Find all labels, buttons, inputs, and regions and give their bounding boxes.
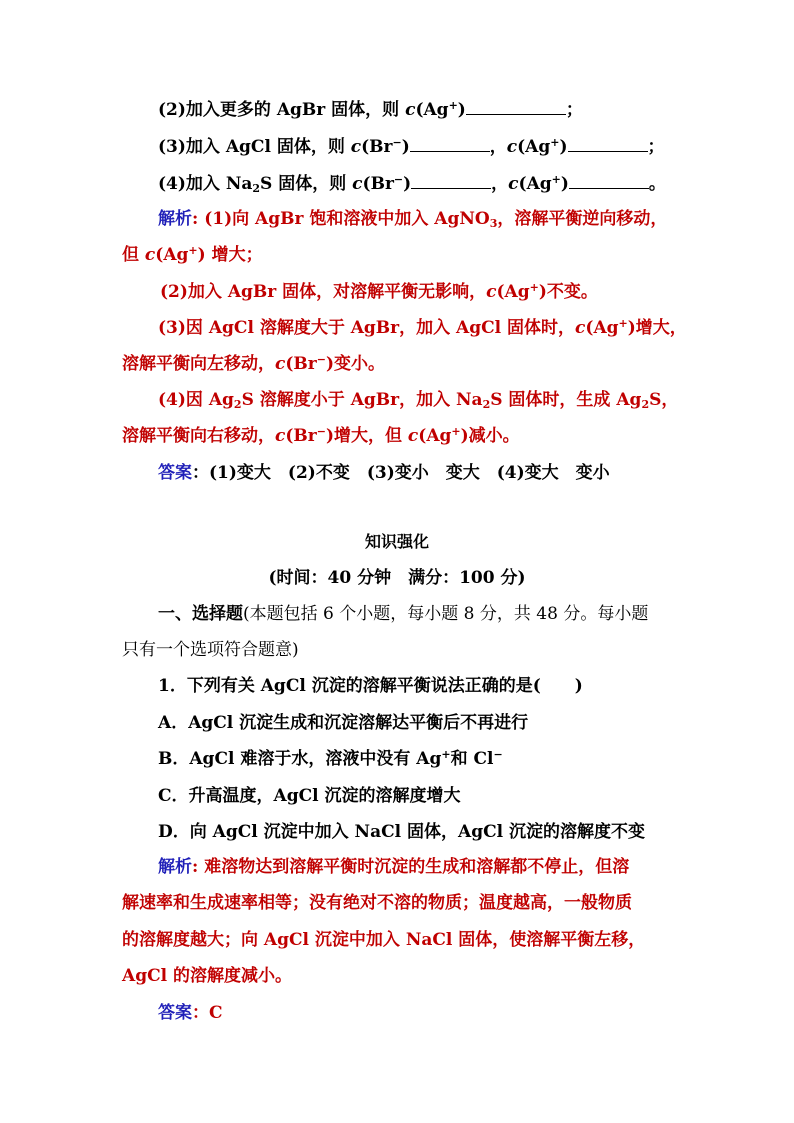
subquestion-3 <box>158 135 665 158</box>
analysis-text: (Ag <box>496 282 530 302</box>
part-instructions: (本题包括 6 个小题，每小题 8 分，共 48 分。每小题 <box>243 604 649 624</box>
subquestion-2-text: (2)加入更多的 AgBr 固体，则 <box>158 100 406 120</box>
analysis-text: 溶解平衡向右移动， <box>122 426 275 446</box>
ion-text: (Ag <box>518 174 552 194</box>
analysis-label: 解析 <box>158 209 192 229</box>
ion-charge: + <box>448 99 458 112</box>
section-title: 知识强化 <box>364 532 429 551</box>
ion-charge: + <box>451 425 461 438</box>
concentration-symbol: c <box>350 137 362 157</box>
part-1-heading <box>158 603 648 625</box>
ion-charge: + <box>551 173 561 186</box>
answer-text: ：(1)变大 (2)不变 (3)变小 变大 (4)变大 变小 <box>192 463 610 483</box>
ion-charge: − <box>393 173 404 186</box>
subquestion-4 <box>158 172 666 195</box>
analysis-text: (4)因 Ag <box>158 390 234 410</box>
analysis-text: )增大，但 <box>325 426 408 446</box>
subquestion-3-text: (3)加入 AgCl 固体，则 <box>158 137 351 157</box>
analysis-text: )减小。 <box>460 426 520 446</box>
paren-close: ) <box>457 100 466 120</box>
option-b[interactable] <box>158 748 503 770</box>
analysis-text: : 难溶物达到溶解平衡时沉淀的生成和溶解都不停止，但溶 <box>192 857 630 877</box>
ion-text: (Ag <box>415 100 449 120</box>
concentration-symbol: c <box>275 354 286 374</box>
ion-text: (Ag <box>517 137 551 157</box>
answer-label: 答案 <box>158 463 192 483</box>
subscript: 2 <box>252 182 261 195</box>
option-b-text: 和 Cl <box>450 749 494 769</box>
subquestion-4-text: (4)加入 Na <box>158 174 253 194</box>
ion-charge: + <box>618 317 628 330</box>
analysis-1-para-2 <box>160 281 598 303</box>
option-c[interactable]: C．升高温度，AgCl 沉淀的溶解度增大 <box>158 786 461 806</box>
concentration-symbol: c <box>405 100 416 120</box>
paren-close: ) <box>401 137 410 157</box>
subscript: 3 <box>489 217 498 230</box>
ion-charge: − <box>316 353 326 366</box>
analysis-text: (Ag <box>155 245 189 265</box>
subscript: 2 <box>641 398 650 411</box>
analysis-1-para-4-line-2 <box>122 425 520 447</box>
analysis-1-para-3-line-2 <box>122 353 385 375</box>
concentration-symbol: c <box>575 318 586 338</box>
answer-1 <box>158 462 610 484</box>
analysis-text: )不变。 <box>538 282 598 302</box>
option-a[interactable]: A．AgCl 沉淀生成和沉淀溶解达平衡后不再进行 <box>158 713 529 733</box>
analysis-text: S， <box>649 390 679 410</box>
ion-charge: − <box>493 748 503 761</box>
paren-close: ) <box>560 174 569 194</box>
ion-charge: + <box>550 136 560 149</box>
ion-charge: + <box>441 748 451 761</box>
analysis-1-para-4-line-1 <box>158 389 678 411</box>
paren-close: ) <box>403 174 412 194</box>
answer-blank[interactable] <box>411 172 491 189</box>
analysis-text: (Ag <box>585 318 619 338</box>
question-1-stem: 1．下列有关 AgCl 沉淀的溶解平衡说法正确的是( ) <box>158 676 583 696</box>
answer-label: 答案 <box>158 1003 192 1023</box>
option-d[interactable]: D．向 AgCl 沉淀中加入 NaCl 固体，AgCl 沉淀的溶解度不变 <box>158 822 646 842</box>
answer-blank[interactable] <box>410 135 490 152</box>
answer-blank[interactable] <box>568 135 648 152</box>
analysis-text: (Br <box>285 426 317 446</box>
ion-charge: + <box>529 281 539 294</box>
answer-2 <box>158 1002 223 1024</box>
analysis-text: (Br <box>285 354 317 374</box>
option-b-text: B．AgCl 难溶于水，溶液中没有 Ag <box>158 749 442 769</box>
concentration-symbol: c <box>144 245 156 265</box>
ion-charge: + <box>188 244 198 257</box>
punctuation: ； <box>647 137 665 157</box>
subscript: 2 <box>233 398 242 411</box>
punctuation: ， <box>489 137 507 157</box>
analysis-1-line-1 <box>158 208 667 230</box>
concentration-symbol: c <box>275 426 286 446</box>
analysis-text: (2)加入 AgBr 固体，对溶解平衡无影响， <box>160 282 487 302</box>
punctuation: 。 <box>648 174 666 194</box>
analysis-text: )变小。 <box>325 354 385 374</box>
analysis-2-line-2: 解速率和生成速率相等；没有绝对不溶的物质；温度越高，一般物质 <box>122 893 632 913</box>
analysis-2-line-3: 的溶解度越大；向 AgCl 沉淀中加入 NaCl 固体，使溶解平衡左移， <box>122 930 646 950</box>
analysis-text: (Ag <box>418 426 452 446</box>
analysis-text: 但 <box>122 245 145 265</box>
ion-charge: − <box>392 136 402 149</box>
analysis-label: 解析 <box>158 857 192 877</box>
analysis-text: : (1)向 AgBr 饱和溶液中加入 AgNO <box>192 209 490 229</box>
concentration-symbol: c <box>352 174 363 194</box>
analysis-text: ) 增大； <box>197 245 263 265</box>
concentration-symbol: c <box>407 426 419 446</box>
analysis-text: S 固体时，生成 Ag <box>490 390 642 410</box>
answer-blank[interactable] <box>569 172 649 189</box>
ion-text: (Br <box>361 137 393 157</box>
paren-close: ) <box>559 137 568 157</box>
ion-charge: − <box>316 425 326 438</box>
part-heading: 一、选择题 <box>158 604 243 624</box>
subquestion-4-text: S 固体，则 <box>260 174 353 194</box>
punctuation: ， <box>491 174 509 194</box>
part-1-instructions-line-2: 只有一个选项符合题意) <box>122 640 299 660</box>
analysis-2-line-4: AgCl 的溶解度减小。 <box>122 966 292 986</box>
answer-blank[interactable] <box>466 98 566 115</box>
analysis-text: S 溶解度小于 AgBr，加入 Na <box>241 390 483 410</box>
analysis-1-line-2 <box>122 244 263 266</box>
subquestion-2 <box>158 98 583 121</box>
analysis-2-line-1 <box>158 856 629 878</box>
ion-text: (Br <box>362 174 394 194</box>
section-time-info: (时间：40 分钟 满分：100 分) <box>268 568 526 588</box>
analysis-text: 溶解平衡向左移动， <box>122 354 275 374</box>
analysis-text: )增大， <box>627 318 687 338</box>
concentration-symbol: c <box>508 174 519 194</box>
subscript: 2 <box>482 398 491 411</box>
analysis-text: (3)因 AgCl 溶解度大于 AgBr，加入 AgCl 固体时， <box>158 318 576 338</box>
punctuation: ； <box>565 100 583 120</box>
analysis-text: ，溶解平衡逆向移动， <box>497 209 668 229</box>
answer-text: ：C <box>192 1003 223 1023</box>
analysis-1-para-3-line-1 <box>158 317 687 339</box>
concentration-symbol: c <box>506 137 518 157</box>
concentration-symbol: c <box>486 282 497 302</box>
